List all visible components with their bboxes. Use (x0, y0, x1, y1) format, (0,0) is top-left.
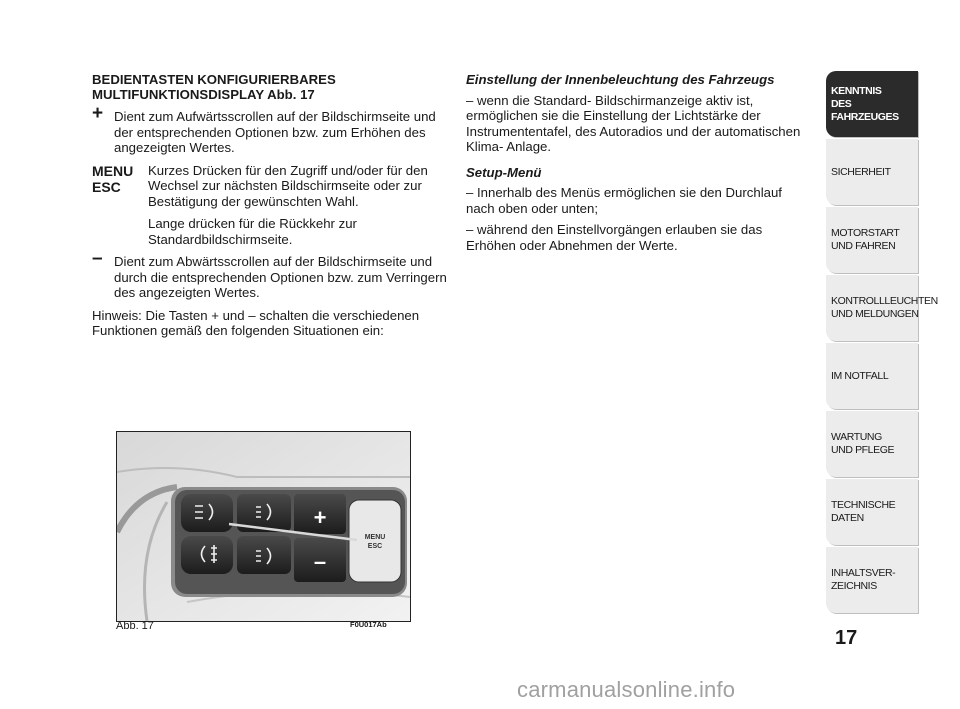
setup-menu-text-2: – während den Einstellvorgängen erlauben sie das Erhöhen oder Abnehmen der Werte. (466, 222, 763, 253)
tab-kontrollleuchten[interactable] (826, 275, 938, 341)
figure-plus-label: + (313, 505, 327, 530)
watermark: carmanualsonline.info (517, 677, 736, 702)
menu-item (92, 163, 448, 248)
figure-caption: Abb. 17 (116, 620, 154, 632)
tab-im-notfall[interactable] (826, 343, 918, 409)
menu-symbol-line1: MENU (92, 162, 134, 179)
chapter-sidebar (826, 71, 938, 615)
minus-description: Dient zum Abwärtsscrollen auf der Bildschirmseite und durch die entsprechenden Optionen bzw. zum Verringern des angezeigten Wertes. (114, 254, 447, 300)
tab-label: TECHNISCHE DATEN (831, 499, 896, 524)
section-heading: BEDIENTASTEN KONFIGURIERBARES MULTIFUNKTIONSDISPLAY Abb. 17 (92, 72, 336, 102)
tab-label: WARTUNG UND PFLEGE (831, 431, 895, 456)
dashboard-illustration (117, 432, 410, 621)
menu-description: Kurzes Drücken für den Zugriff und/oder für den Wechsel zur nächsten Bildschirmseite oder zur Bestätigung der gewünschten Wahl. (148, 162, 428, 209)
plus-description: Dient zum Aufwärtsscrollen auf der Bildschirmseite und der entsprechenden Optionen bzw. zum Erhöhen des angezeigten Wertes. (114, 109, 436, 155)
tab-label: MOTORSTART UND FAHREN (831, 227, 900, 252)
tab-label: KENNTNIS DES FAHRZEUGES (831, 84, 899, 123)
minus-item (92, 248, 448, 301)
tab-label: KONTROLLLEUCHTEN UND MELDUNGEN (831, 295, 938, 320)
figure-esc-label: ESC (367, 543, 383, 550)
menu-esc-symbol (92, 163, 133, 195)
left-column (92, 72, 448, 339)
interior-lighting-heading: Einstellung der Innenbeleuchtung des Fahrzeugs (466, 72, 775, 87)
tab-label: INHALTSVER- ZEICHNIS (831, 567, 896, 592)
menu-long-press: Lange drücken für die Rückkehr zur Standardbildschirmseite. (148, 216, 357, 247)
figure-minus-label: – (313, 549, 327, 574)
tab-wartung[interactable] (826, 411, 918, 477)
interior-lighting-text: – wenn die Standard- Bildschirmanzeige aktiv ist, ermöglichen sie die Einstellung der Lichtstärke der Instrumententafel, des Autoradios und der automatischen Klima- Anlage. (466, 92, 801, 154)
tab-sicherheit[interactable] (826, 139, 918, 205)
setup-menu-heading: Setup-Menü (466, 164, 542, 180)
figure-code: F0U017Ab (350, 620, 387, 629)
tab-label: SICHERHEIT (831, 165, 891, 178)
menu-symbol-line2: ESC (92, 178, 121, 195)
minus-symbol: – (92, 248, 103, 269)
plus-symbol: + (92, 103, 104, 124)
tab-label: IM NOTFALL (831, 369, 889, 382)
figure-control-buttons (116, 431, 411, 622)
tab-motorstart[interactable] (826, 207, 918, 273)
tab-inhaltsverzeichnis[interactable] (826, 547, 918, 613)
plus-item (92, 103, 448, 156)
page-number: 17 (835, 627, 858, 649)
right-column (466, 72, 804, 259)
tab-technische-daten[interactable] (826, 479, 918, 545)
tab-kenntnis[interactable] (826, 71, 918, 137)
figure-menu-label: MENU (364, 534, 386, 541)
setup-menu-text-1: – Innerhalb des Menüs ermöglichen sie den Durchlauf nach oben oder unten; (466, 185, 782, 216)
note-text: Hinweis: Die Tasten + und – schalten die verschiedenen Funktionen gemäß den folgenden Situationen ein: (92, 307, 420, 338)
